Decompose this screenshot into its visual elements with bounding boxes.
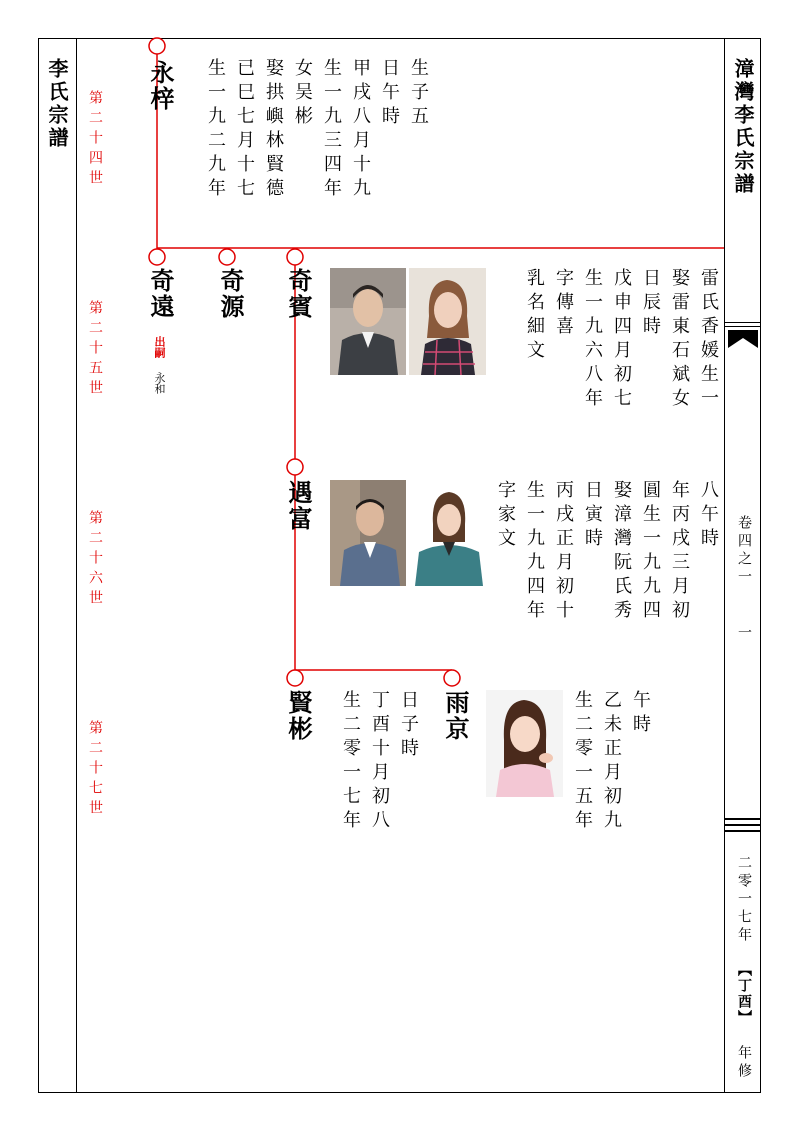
person-name-yongzi: 永梓 [146,60,175,112]
person-name-xianbin: 賢彬 [284,690,313,742]
node-circle [287,249,303,265]
node-circle [287,670,303,686]
bio-line: 生一九二九年 [205,58,226,202]
bio-line: 日寅時 [582,480,603,552]
bio-line: 生二零一五年 [572,690,593,834]
bio-line: 生一九六八年 [582,268,603,412]
left-title: 李氏宗譜 [45,58,69,150]
volume-label: 卷四之一 [736,515,752,587]
adoption-note-target: 永和 [153,372,166,394]
bio-line: 娶漳灣阮氏秀 [611,480,632,624]
bio-line: 生一九三四年 [321,58,342,202]
node-circle [219,249,235,265]
portrait-photo-woman [409,480,485,586]
page-number: 一 [736,625,752,641]
bio-line: 乙未正月初九 [601,690,622,834]
generation-label-25: 第二十五世 [87,300,103,400]
person-name-qibin: 奇賓 [284,268,313,320]
bio-line: 八午時 [698,480,719,552]
bio-line: 生子五 [408,58,429,130]
node-circle [149,249,165,265]
person-name-yufu: 遇富 [284,480,313,532]
footer-year: 二零一七年 [736,855,752,945]
node-circle [444,670,460,686]
bio-line: 娶雷東石斌女 [669,268,690,412]
bio-line: 日辰時 [640,268,661,340]
adoption-note: 出嗣 [153,336,166,358]
node-circle [287,459,303,475]
bio-line: 字傳喜 [553,268,574,340]
bio-line: 日子時 [398,690,419,762]
bio-line: 日午時 [379,58,400,130]
bio-line: 年丙戌三月初 [669,480,690,624]
portrait-photo-man [330,268,406,375]
footer-edition: 年修 [736,1045,752,1081]
person-name-yujing: 雨京 [441,690,470,742]
portrait-photo-man [330,480,406,586]
person-name-qiyuan-far: 奇遠 [146,268,175,320]
bio-line: 午時 [630,690,651,738]
bio-line: 娶拱嶼林賢德 [263,58,284,202]
bio-line: 戊申四月初七 [611,268,632,412]
generation-label-27: 第二十七世 [87,720,103,820]
generation-label-24: 第二十四世 [87,90,103,190]
portrait-photo-woman [409,268,486,375]
person-name-qiyuan: 奇源 [216,268,245,320]
bio-line: 女吴彬 [292,58,313,130]
bio-line: 丁酉十月初八 [369,690,390,834]
bio-line: 字家文 [495,480,516,552]
bio-line: 雷氏香媛生一 [698,268,719,412]
footer-ganzhi: 【丁酉】 [736,962,752,1026]
bio-line: 生一九九四年 [524,480,545,624]
portrait-photo-girl [486,690,563,797]
bio-line: 丙戌正月初十 [553,480,574,624]
bio-line: 已巳七月十七 [234,58,255,202]
generation-label-26: 第二十六世 [87,510,103,610]
bio-line: 甲戌八月十九 [350,58,371,202]
node-circle [149,38,165,54]
bio-line: 乳名細文 [524,268,545,364]
bio-line: 生二零一七年 [340,690,361,834]
right-title: 漳灣李氏宗譜 [731,58,755,196]
bio-line: 圓生一九九四 [640,480,661,624]
